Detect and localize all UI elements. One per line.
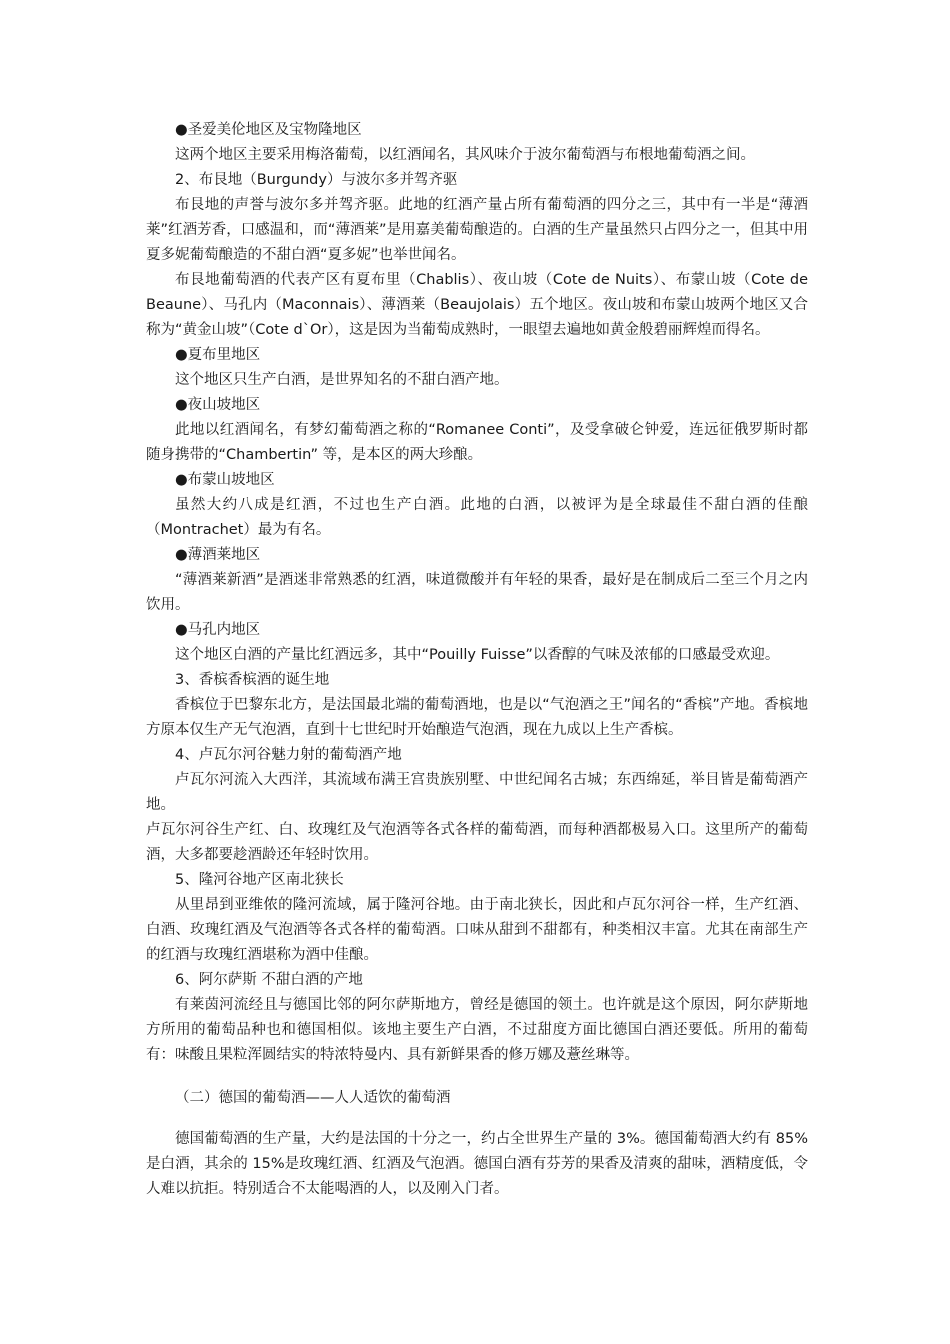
- paragraph-loire-1: 卢瓦尔河流入大西洋，其流域布满王宫贵族别墅、中世纪闻名古城；东西绵延，举目皆是葡萄酒产地。: [146, 772, 808, 813]
- paragraph-cote-de-nuits: 此地以红酒闻名，有梦幻葡萄酒之称的“Romanee Conti”，及受拿破仑钟爱，连远征俄罗斯时都随身携带的“Chambertin” 等，是本区的两大珍酿。: [146, 422, 808, 463]
- heading-champagne: 3、香槟香槟酒的诞生地: [175, 672, 330, 688]
- bullet-cote-de-beaune: ●布蒙山坡地区: [175, 472, 275, 488]
- paragraph-maconnais: 这个地区白酒的产量比红酒远多，其中“Pouilly Fuisse”以香醇的气味及浓郁的口感最受欢迎。: [175, 647, 780, 663]
- bullet-chablis: ●夏布里地区: [175, 347, 261, 363]
- document-body: [146, 118, 808, 1202]
- paragraph-cote-de-beaune: 虽然大约八成是红酒，不过也生产白酒。此地的白酒，以被评为是全球最佳不甜白酒的佳酿（Montrachet）最为有名。: [146, 497, 808, 538]
- paragraph-champagne: 香槟位于巴黎东北方，是法国最北端的葡萄酒地，也是以“气泡酒之王”闻名的“香槟”产地。香槟地方原本仅生产无气泡酒，直到十七世纪时开始酿造气泡酒，现在九成以上生产香槟。: [146, 697, 808, 738]
- paragraph-burgundy-intro: 布艮地的声誉与波尔多并驾齐驱。此地的红酒产量占所有葡萄酒的四分之三，其中有一半是“薄酒莱”红酒芳香，口感温和，而“薄酒莱”是用嘉美葡萄酿造的。白酒的生产量虽然只占四分之一，但其中用夏多妮葡萄酿造的不甜白酒“夏多妮”也举世闻名。: [146, 197, 808, 263]
- bullet-maconnais: ●马孔内地区: [175, 622, 261, 638]
- bullet-cote-de-nuits: ●夜山坡地区: [175, 397, 261, 413]
- paragraph-alsace: 有莱茵河流经且与德国比邻的阿尔萨斯地方，曾经是德国的领土。也许就是这个原因，阿尔萨斯地方所用的葡萄品种也和德国相似。该地主要生产白酒，不过甜度方面比德国白酒还要低。所用的葡萄有：味酸且果粒浑圆结实的特浓特曼内、具有新鲜果香的修万娜及薏丝琳等。: [146, 997, 808, 1063]
- paragraph-rhone: 从里昂到亚维侬的隆河流域，属于隆河谷地。由于南北狭长，因此和卢瓦尔河谷一样，生产红酒、白酒、玫瑰红酒及气泡酒等各式各样的葡萄酒。口味从甜到不甜都有，种类相汉丰富。尤其在南部生产的红酒与玫瑰红酒堪称为酒中佳酿。: [146, 897, 808, 963]
- paragraph-saint-emilion: 这两个地区主要采用梅洛葡萄，以红酒闻名，其风味介于波尔葡萄酒与布根地葡萄酒之间。: [175, 147, 755, 163]
- paragraph-germany: 德国葡萄酒的生产量，大约是法国的十分之一，约占全世界生产量的 3%。德国葡萄酒大约有 85% 是白酒，其余的 15%是玫瑰红酒、红酒及气泡酒。德国白酒有芬芳的果香及清爽的甜味，酒精度低，令人难以抗拒。特别适合不太能喝酒的人，以及刚入门者。: [146, 1131, 808, 1197]
- heading-burgundy: 2、布艮地（Burgundy）与波尔多并驾齐驱: [175, 172, 458, 188]
- paragraph-burgundy-regions: 布艮地葡萄酒的代表产区有夏布里（Chablis）、夜山坡（Cote de Nuits）、布蒙山坡（Cote de Beaune）、马孔内（Maconnais）、薄酒莱（Beaujolais）五个地区。夜山坡和布蒙山坡两个地区又合称为“黄金山坡”（Cote d`Or），这是因为当葡萄成熟时，一眼望去遍地如黄金般碧丽辉煌而得名。: [146, 272, 808, 338]
- bullet-saint-emilion: ●圣爱美伦地区及宝物隆地区: [175, 122, 362, 138]
- heading-rhone: 5、隆河谷地产区南北狭长: [175, 872, 344, 888]
- section-title-germany: （二）德国的葡萄酒——人人适饮的葡萄酒: [175, 1090, 451, 1106]
- heading-loire: 4、卢瓦尔河谷魅力射的葡萄酒产地: [175, 747, 402, 763]
- bullet-beaujolais: ●薄酒莱地区: [175, 547, 261, 563]
- paragraph-loire-2: 卢瓦尔河谷生产红、白、玫瑰红及气泡酒等各式各样的葡萄酒，而每种酒都极易入口。这里所产的葡萄酒，大多都要趁酒龄还年轻时饮用。: [146, 822, 808, 863]
- paragraph-chablis: 这个地区只生产白酒，是世界知名的不甜白酒产地。: [175, 372, 509, 388]
- heading-alsace: 6、阿尔萨斯 不甜白酒的产地: [175, 972, 363, 988]
- paragraph-beaujolais: “薄酒莱新酒”是酒迷非常熟悉的红酒，味道微酸并有年轻的果香，最好是在制成后二至三个月之内饮用。: [146, 572, 808, 613]
